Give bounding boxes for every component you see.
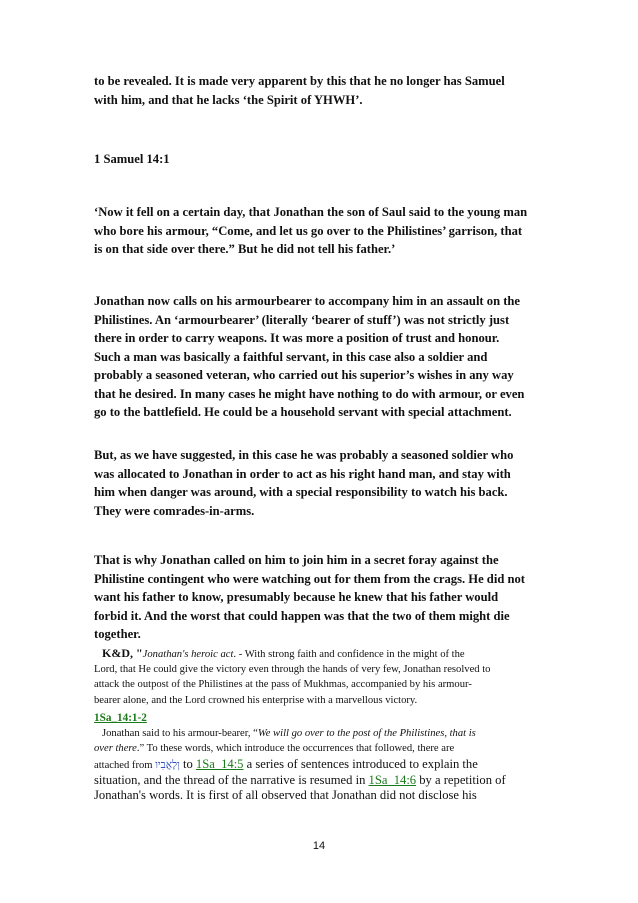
heading-text: 1 Samuel 14:1 bbox=[94, 152, 170, 166]
text-line: forbid it. And the worst that could happen was that the two of them might die bbox=[94, 608, 510, 623]
verse-reference-link[interactable]: 1Sa_14:1-2 bbox=[94, 712, 147, 724]
text-line: him when danger was around, with a special responsibility to watch his back. bbox=[94, 485, 508, 499]
text-line: Lord, that He could give the victory even through the hands of very few, Jonathan resolved to bbox=[94, 664, 491, 676]
text-line: to be revealed. It is made very apparent by this that he no longer has Samuel bbox=[94, 74, 505, 88]
hebrew-word: וְלָאֲבִיו bbox=[155, 759, 180, 771]
text-line: Jonathan now calls on his armourbearer to accompany him in an assault on the bbox=[94, 294, 521, 308]
text-line: Jonathan said to his armour-bearer, “We will go over to the post of the Philistines, that is bbox=[102, 728, 476, 740]
verse-link-1sa-14-6[interactable]: 1Sa_14:6 bbox=[368, 772, 417, 787]
text-line: with him, and that he lacks ‘the Spirit of YHWH’. bbox=[94, 92, 363, 107]
text-line: Jonathan's words. It is first of all observed that Jonathan did not disclose his bbox=[94, 788, 477, 803]
text-line: bearer alone, and the Lord crowned his enterprise with a marvellous victory. bbox=[94, 694, 418, 706]
text-line: Philistines. An ‘armourbearer’ (literally ‘bearer of stuff’) was not strictly just bbox=[94, 312, 510, 327]
text-line: is on that side over there.” But he did not tell his father.’ bbox=[94, 242, 396, 256]
text-line: Philistine contingent who were watching out for them from the crags. He did not bbox=[94, 571, 525, 586]
page-number: 14 bbox=[312, 840, 326, 852]
paragraph-foray bbox=[94, 551, 554, 644]
kd-line1-rest: . - With strong faith and confidence in the might of the bbox=[233, 649, 465, 660]
paragraph-armourbearer bbox=[94, 292, 554, 422]
text-line: that he desired. In many cases he might have nothing to do with armour, or even bbox=[94, 386, 525, 401]
text-line: Such a man was basically a faithful servant, in this case also a soldier and bbox=[94, 349, 488, 364]
text-line: situation, and the thread of the narrative is resumed in 1Sa_14:6 by a repetition of bbox=[94, 772, 506, 787]
text-line: But, as we have suggested, in this case he was probably a seasoned soldier who bbox=[94, 448, 514, 462]
text-line: was allocated to Jonathan in order to act as his right hand man, and stay with bbox=[94, 466, 511, 481]
text-line: over there.” To these words, which introduce the occurrences that followed, there are bbox=[94, 743, 455, 755]
section-heading bbox=[94, 150, 554, 169]
text-line: there in order to carry weapons. It was more a position of trust and honour. bbox=[94, 331, 500, 345]
text-line: want his father to know, presumably because he knew that his father would bbox=[94, 590, 499, 604]
kd-title: Jonathan's heroic act bbox=[142, 649, 234, 660]
paragraph-soldier bbox=[94, 446, 554, 520]
scripture-quote bbox=[94, 203, 554, 259]
text-line: attack the outpost of the Philistines at the pass of Mukhmas, accompanied by his armour- bbox=[94, 679, 472, 691]
commentary-kd bbox=[94, 646, 556, 708]
text-line: ‘Now it fell on a certain day, that Jonathan the son of Saul said to the young man bbox=[94, 205, 528, 219]
verse-link-1sa-14-5[interactable]: 1Sa_14:5 bbox=[195, 756, 244, 771]
text-line: attached from וְלָאֲבִיו to 1Sa_14:5 a series of sentences introduced to explain the bbox=[94, 756, 478, 771]
text-line: They were comrades-in-arms. bbox=[94, 503, 255, 518]
text-line: probably a seasoned veteran, who carried out his superior’s wishes in any way bbox=[94, 368, 514, 382]
paragraph-continuation bbox=[94, 72, 554, 109]
commentary-reference bbox=[94, 711, 556, 803]
text-line: who bore his armour, “Come, and let us go over to the Philistines’ garrison, that bbox=[94, 223, 523, 238]
kd-label: K&D, " bbox=[102, 646, 143, 660]
text-line: go to the battlefield. He could be a household servant with special attachment. bbox=[94, 405, 512, 419]
text-line: together. bbox=[94, 627, 141, 641]
text-line: That is why Jonathan called on him to join him in a secret foray against the bbox=[94, 553, 499, 567]
text-line bbox=[94, 646, 556, 662]
